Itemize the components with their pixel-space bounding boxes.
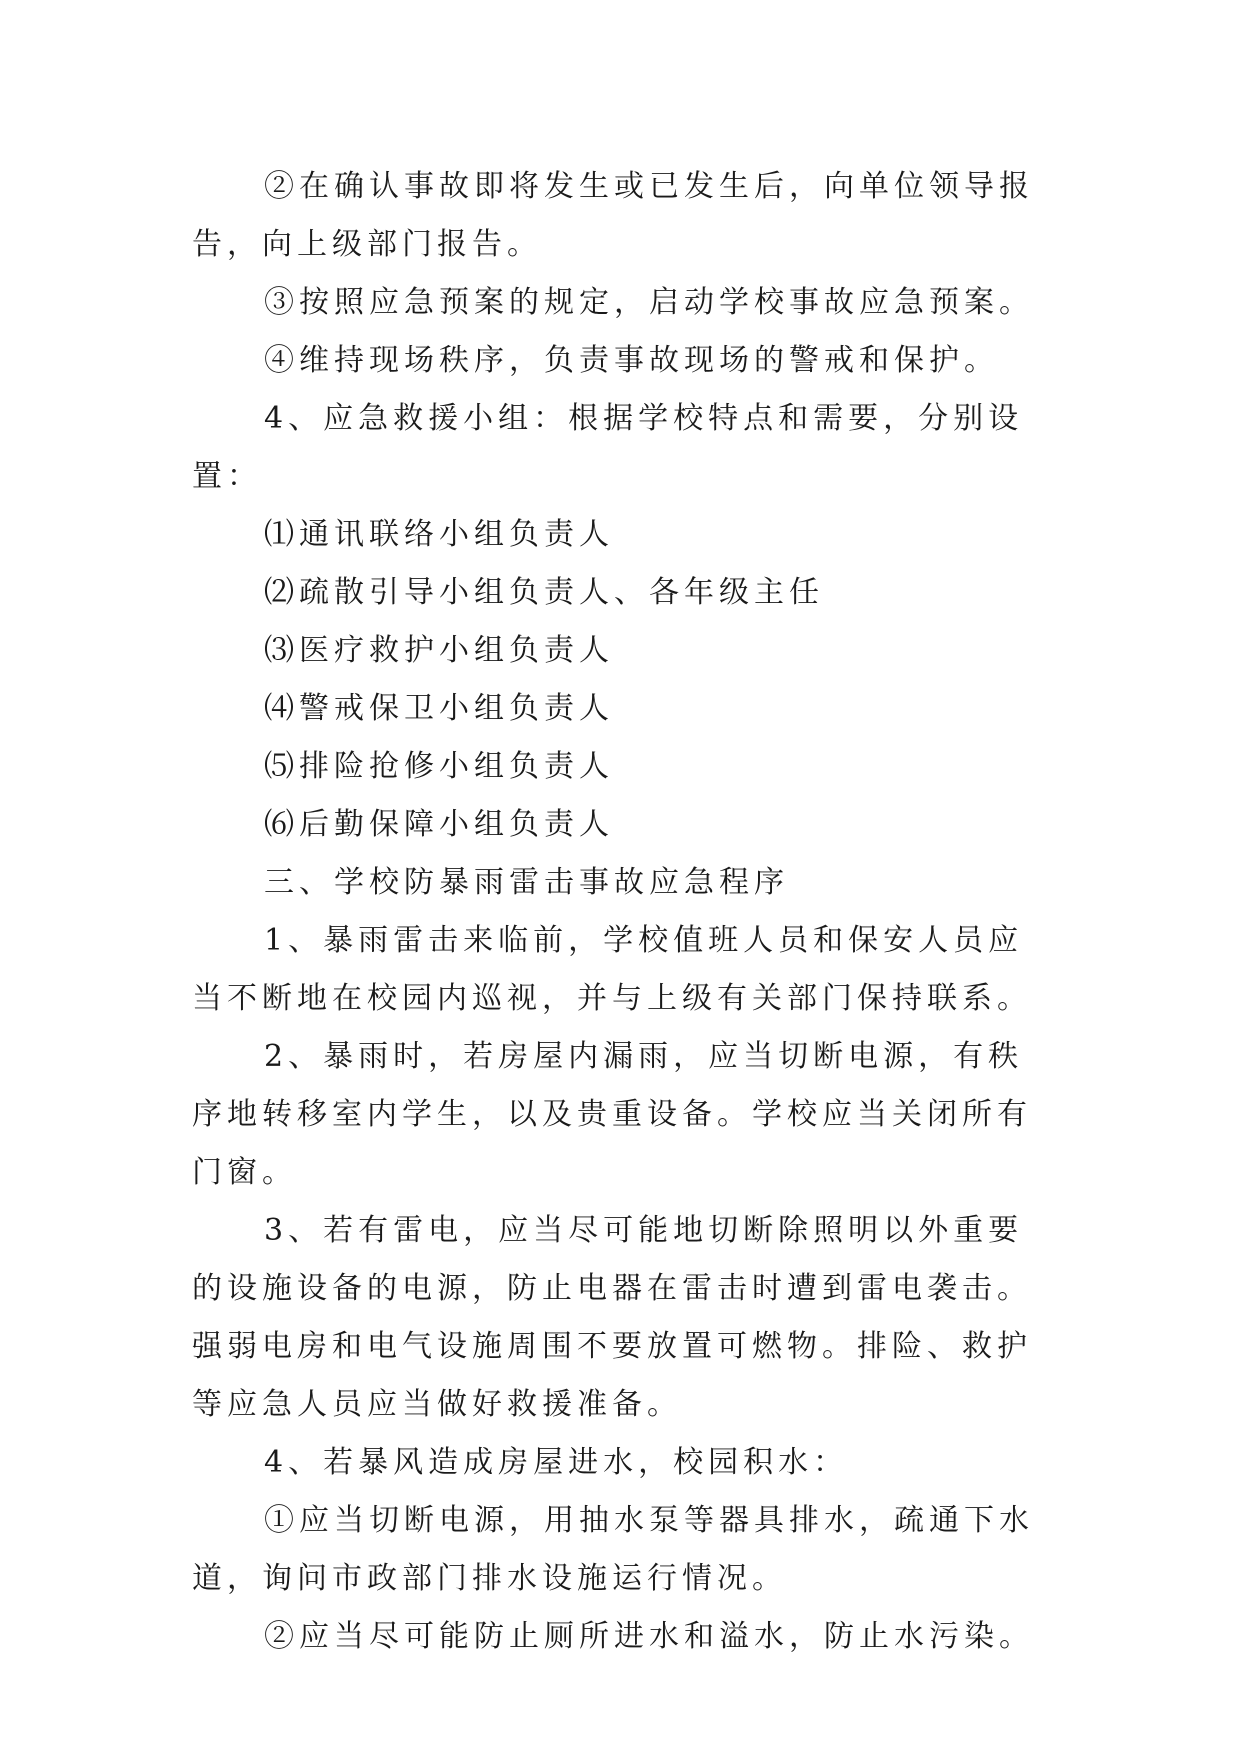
- paragraph-start-plan: ③按照应急预案的规定，启动学校事故应急预案。: [264, 285, 1034, 320]
- paragraph-before-storm: 1、暴雨雷击来临前，学校值班人员和保安人员应当不断地在校园内巡视，并与上级有关部门保持联系。: [192, 923, 1032, 1016]
- list-item-logistics: ⑹后勤保障小组负责人: [264, 807, 614, 842]
- paragraph-report-leaders: ②在确认事故即将发生或已发生后，向单位领导报告，向上级部门报告。: [192, 169, 1034, 262]
- paragraph-lightning: 3、若有雷电，应当尽可能地切断除照明以外重要的设施设备的电源，防止电器在雷击时遭到雷电袭击。强弱电房和电气设施周围不要放置可燃物。排险、救护等应急人员应当做好救援准备。: [192, 1213, 1032, 1422]
- paragraph-prevent-pollution: ②应当尽可能防止厕所进水和溢水，防止水污染。: [264, 1619, 1034, 1654]
- list-item-repair: ⑸排险抢修小组负责人: [264, 749, 614, 784]
- document-body: [192, 158, 1052, 1666]
- section-heading: 三、学校防暴雨雷击事故应急程序: [264, 865, 789, 900]
- paragraph-flooding: 4、若暴风造成房屋进水，校园积水：: [264, 1445, 849, 1480]
- paragraph-rescue-groups: 4、应急救援小组：根据学校特点和需要，分别设置：: [192, 401, 1024, 494]
- list-item-evacuation: ⑵疏散引导小组负责人、各年级主任: [264, 575, 824, 610]
- list-item-communication: ⑴通讯联络小组负责人: [264, 517, 614, 552]
- list-item-security: ⑷警戒保卫小组负责人: [264, 691, 614, 726]
- paragraph-drainage: ①应当切断电源，用抽水泵等器具排水，疏通下水道，询问市政部门排水设施运行情况。: [192, 1503, 1034, 1596]
- paragraph-during-rain: 2、暴雨时，若房屋内漏雨，应当切断电源，有秩序地转移室内学生，以及贵重设备。学校应当关闭所有门窗。: [192, 1039, 1032, 1190]
- paragraph-maintain-order: ④维持现场秩序，负责事故现场的警戒和保护。: [264, 343, 999, 378]
- list-item-medical: ⑶医疗救护小组负责人: [264, 633, 614, 668]
